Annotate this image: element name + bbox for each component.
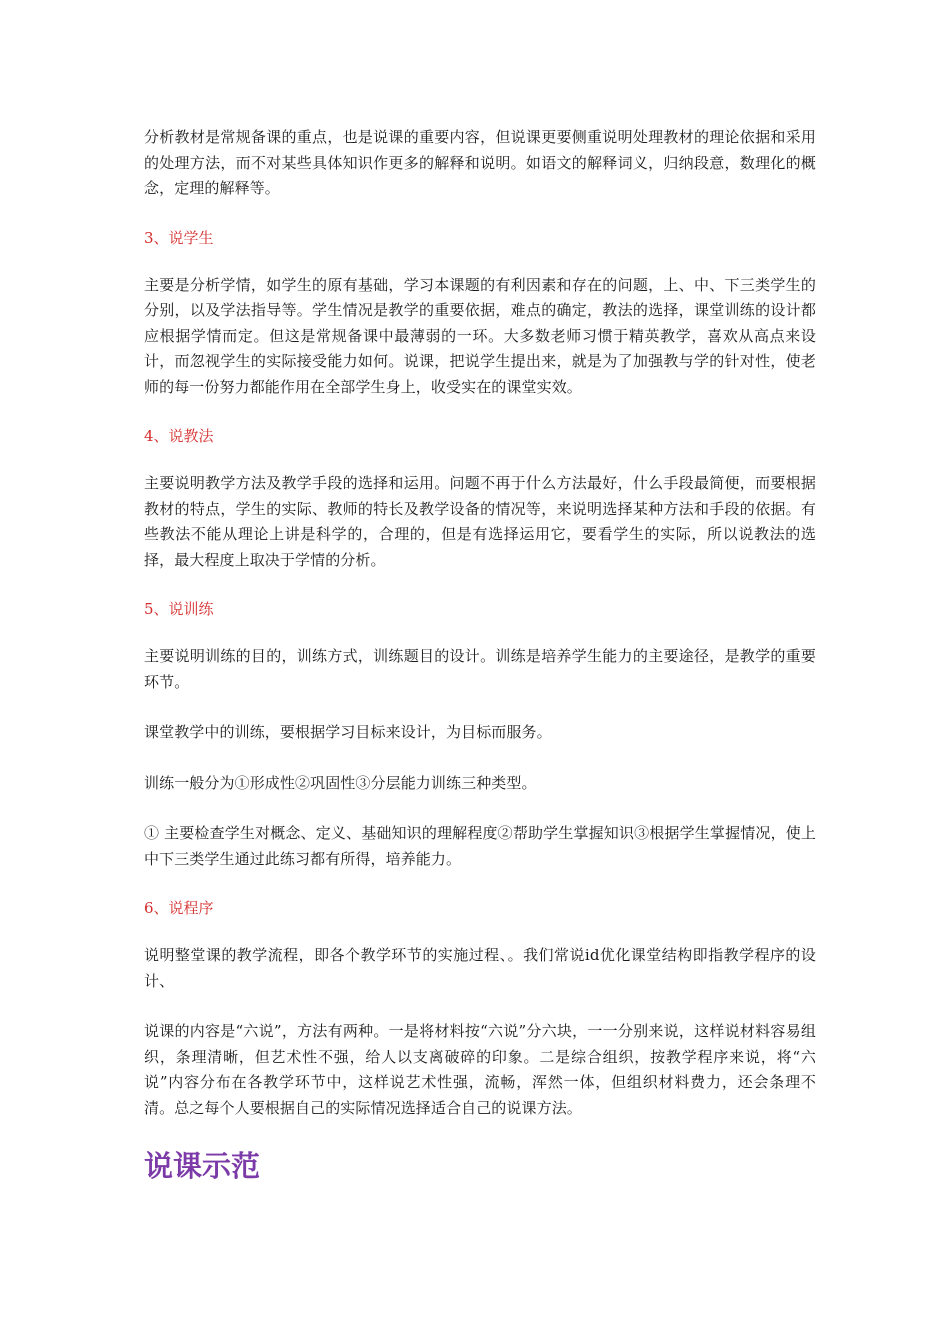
paragraph-six-parts: 说课的内容是“六说”，方法有两种。一是将材料按“六说”分六块，一一分别来说，这样说材料容易组织，条理清晰，但艺术性不强，给人以支离破碎的印象。二是综合组织，按教学程序来说，将“六说”内容分布在各教学环节中，这样说艺术性强，流畅，浑然一体，但组织材料费力，还会条理不清。总之每个人要根据自己的实际情况选择适合自己的说课方法。 [144, 1022, 816, 1117]
document-page [144, 125, 816, 1186]
section-heading-procedure: 6、说程序 [144, 899, 214, 917]
section-heading-teaching-methods: 4、说教法 [144, 427, 214, 445]
main-heading-lecture-demo: 说课示范 [144, 1149, 261, 1183]
paragraph-procedure: 说明整堂课的教学流程，即各个教学环节的实施过程、。我们常说id优化课堂结构即指教学程序的设计、 [144, 946, 816, 990]
paragraph-training-types: 训练一般分为①形成性②巩固性③分层能力训练三种类型。 [144, 773, 537, 792]
paragraph-teaching-methods: 主要说明教学方法及教学手段的选择和运用。问题不再于什么方法最好，什么手段最简便，而要根据教材的特点，学生的实际、教师的特长及教学设备的情况等，来说明选择某种方法和手段的依据。有些教法不能从理论上讲是科学的，合理的，但是有选择运用它，要看学生的实际，所以说教法的选择，最大程度上取决于学情的分析。 [144, 474, 816, 569]
section-heading-students: 3、说学生 [144, 228, 214, 247]
paragraph-students: 主要是分析学情，如学生的原有基础，学习本课题的有利因素和存在的问题，上、中、下三类学生的分别，以及学法指导等。学生情况是教学的重要依据，难点的确定，教法的选择，课堂训练的设计都应根据学情而定。但这是常规备课中最薄弱的一环。大多数老师习惯于精英教学，喜欢从高点来设计，而忽视学生的实际接受能力如何。说课，把说学生提出来，就是为了加强教与学的针对性，使老师的每一份努力都能作用在全部学生身上，收受实在的课堂实效。 [144, 275, 816, 396]
paragraph-analyze-textbook: 分析教材是常规备课的重点，也是说课的重要内容，但说课更要侧重说明处理教材的理论依据和采用的处理方法，而不对某些具体知识作更多的解释和说明。如语文的解释词义，归纳段意，数理化的概念，定理的解释等。 [144, 128, 816, 197]
paragraph-training-purpose: 主要说明训练的目的，训练方式，训练题目的设计。训练是培养学生能力的主要途径，是教学的重要环节。 [144, 647, 816, 691]
section-heading-training: 5、说训练 [144, 600, 214, 618]
paragraph-training-design: 课堂教学中的训练，要根据学习目标来设计，为目标而服务。 [144, 723, 552, 741]
paragraph-training-details: ① 主要检查学生对概念、定义、基础知识的理解程度②帮助学生掌握知识③根据学生掌握情况，使上中下三类学生通过此练习都有所得，培养能力。 [144, 824, 816, 868]
